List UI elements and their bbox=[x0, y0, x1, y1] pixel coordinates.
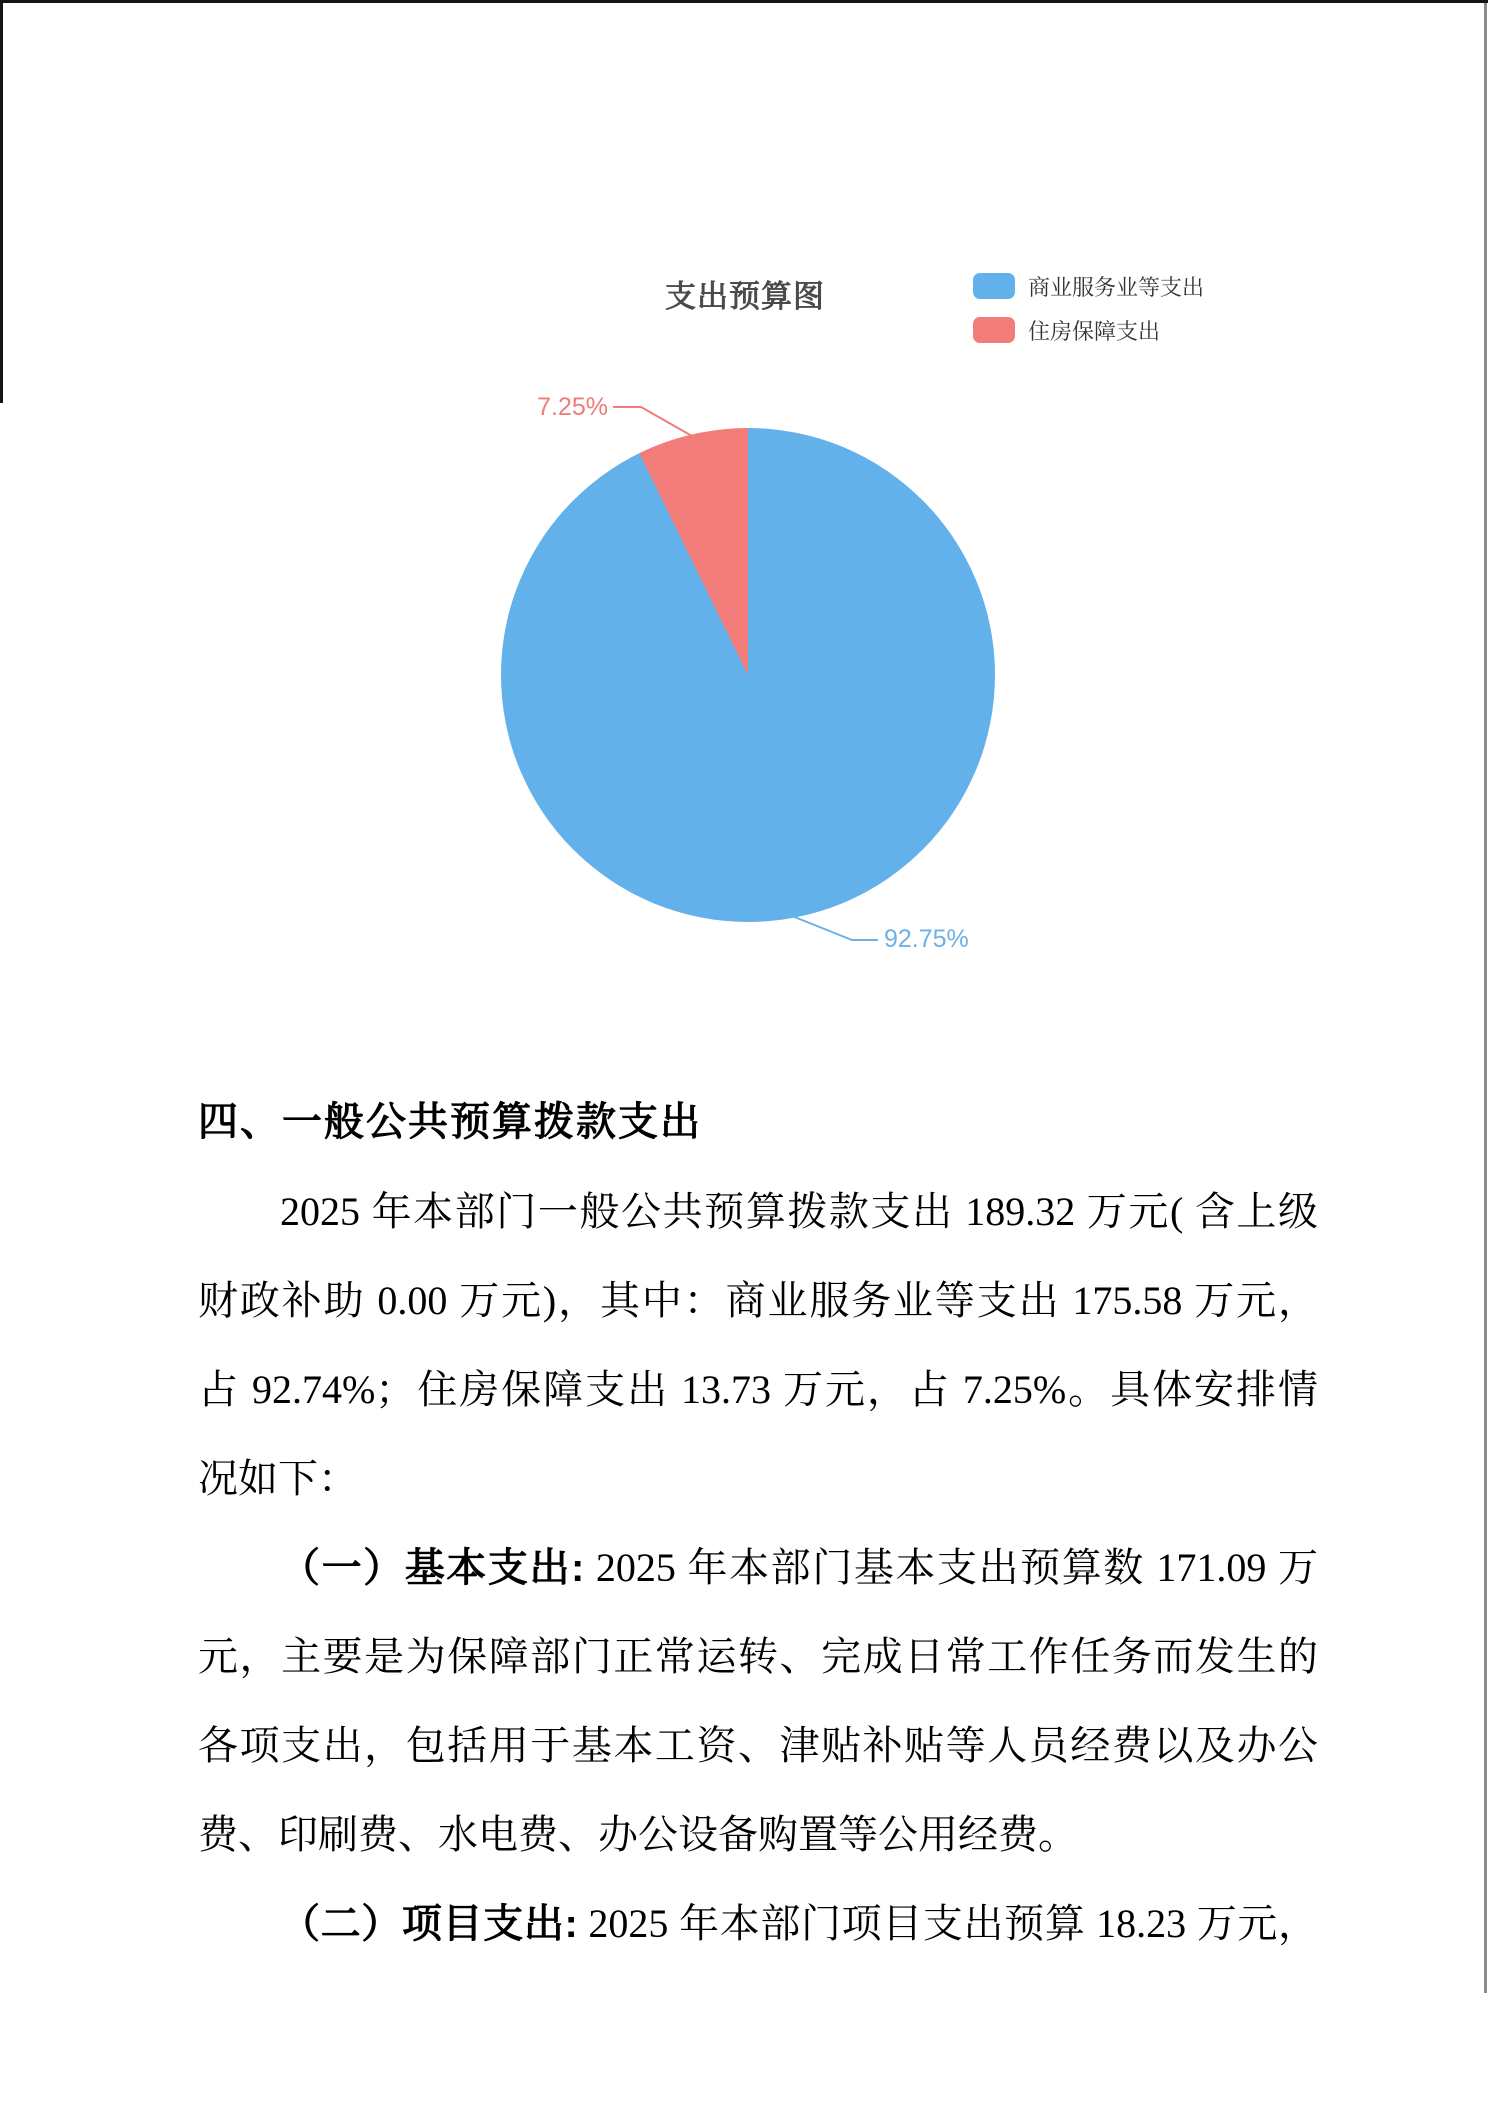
page-left-edge bbox=[0, 3, 3, 403]
document-body bbox=[198, 1078, 1318, 1968]
chart-title: 支出预算图 bbox=[665, 279, 825, 314]
paragraph-line bbox=[198, 1523, 1318, 1612]
legend-label: 商业服务业等支出 bbox=[1028, 274, 1205, 300]
pie-label-commercial-percent: 92.75% bbox=[884, 925, 969, 953]
pie-chart bbox=[501, 428, 995, 922]
legend-item-housing bbox=[973, 316, 1204, 344]
legend-swatch-pink bbox=[973, 317, 1015, 343]
paragraph-line: 况如下： bbox=[198, 1456, 358, 1501]
legend-item-commercial bbox=[973, 272, 1204, 300]
legend-label: 住房保障支出 bbox=[1028, 318, 1161, 344]
paragraph-line: 财政补助 0.00 万元)，其中：商业服务业等支出 175.58 万元， bbox=[198, 1278, 1318, 1323]
pie-label-housing-percent: 7.25% bbox=[537, 393, 608, 421]
subheading-basic-expense: （一）基本支出: bbox=[280, 1546, 585, 1590]
paragraph-text: 2025 年本部门基本支出预算数 171.09 万 bbox=[584, 1545, 1318, 1590]
paragraph-line: 费、印刷费、水电费、办公设备购置等公用经费。 bbox=[198, 1812, 1078, 1857]
paragraph-line: 2025 年本部门一般公共预算拨款支出 189.32 万元( 含上级 bbox=[280, 1189, 1318, 1234]
paragraph-line: 各项支出，包括用于基本工资、津贴补贴等人员经费以及办公 bbox=[198, 1723, 1318, 1768]
paragraph-line bbox=[198, 1879, 1318, 1968]
paragraph-line: 占 92.74%；住房保障支出 13.73 万元，占 7.25%。具体安排情 bbox=[198, 1367, 1318, 1412]
paragraph-line: 元，主要是为保障部门正常运转、完成日常工作任务而发生的 bbox=[198, 1634, 1318, 1679]
legend-swatch-blue bbox=[973, 273, 1015, 299]
page-right-edge bbox=[1484, 3, 1487, 1993]
chart-legend bbox=[973, 272, 1204, 360]
section-heading: 四、一般公共预算拨款支出 bbox=[198, 1100, 702, 1144]
subheading-project-expense: （二）项目支出: bbox=[280, 1902, 578, 1946]
paragraph-text: 2025 年本部门项目支出预算 18.23 万元， bbox=[577, 1901, 1318, 1946]
